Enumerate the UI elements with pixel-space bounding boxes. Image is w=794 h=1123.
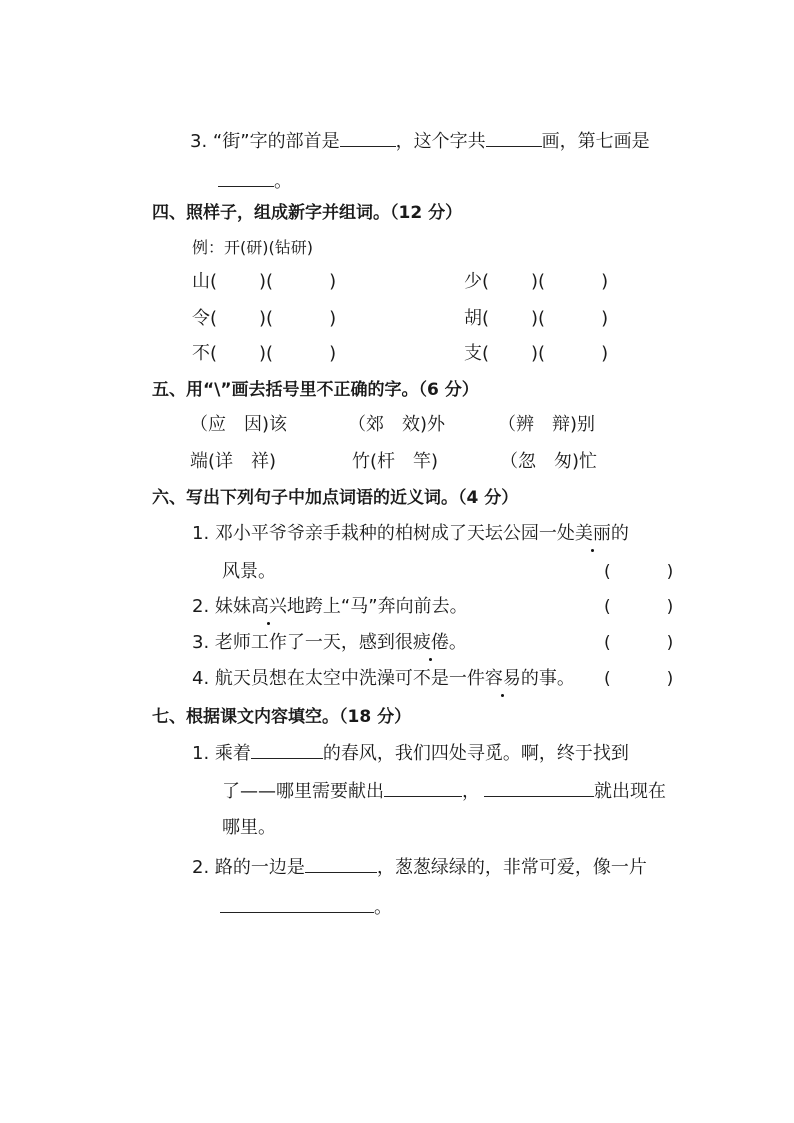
sec5-item-3[interactable]: （辨 辩)别 [498, 414, 596, 435]
section-5-title: 五、用“\”画去括号里不正确的字。（6 分） [152, 380, 479, 400]
sec6-q1-line-2: 风景。 [222, 561, 276, 582]
sec7-q2-line-1: 2. 路的一边是 ，葱葱绿绿的，非常可爱，像一片 [192, 854, 647, 880]
q3-text-2: ，这个字共 [395, 131, 486, 152]
section-4-example: 例：开(研)(钻研) [192, 238, 313, 257]
sec6-q4-number: 4. [192, 668, 210, 689]
q3-blank-seventh-stroke[interactable] [218, 168, 274, 187]
q3-line-1 [190, 128, 650, 154]
sec6-q1-number: 1. [192, 523, 210, 544]
sec7-q2-blank-1[interactable] [305, 854, 377, 873]
sec7-q2-blank-2[interactable] [220, 894, 374, 913]
q3-blank-radical[interactable] [340, 128, 396, 147]
sec4-char: 不 [192, 343, 210, 364]
q3-end: 。 [274, 171, 292, 192]
dotted-word: 疲倦 [412, 632, 449, 653]
dotted-word: 美丽 [574, 523, 611, 544]
sec5-item-6[interactable]: （忽 匆)忙 [500, 451, 598, 472]
dotted-word: 容易 [484, 668, 521, 689]
sec7-q1-line-1: 1. 乘着 的春风，我们四处寻觅。啊，终于找到 [192, 740, 629, 766]
sec7-q1-line-2: 了——哪里需要献出 ， 就出现在 [222, 778, 666, 804]
sec7-q1-blank-2[interactable] [384, 778, 462, 797]
sec4-item-ling: 令( )( ) [192, 308, 337, 329]
q3-number: 3. [190, 131, 208, 152]
sec4-char: 山 [192, 271, 210, 292]
sec6-q1-answer[interactable]: ( ) [604, 562, 674, 582]
sec5-item-4[interactable]: 端(详 祥) [190, 451, 277, 472]
sec6-q3: 3. 老师工作了一天，感到很疲倦。 [192, 632, 467, 653]
q3-text-1: “街”字的部首是 [212, 131, 340, 152]
sec6-q3-number: 3. [192, 632, 210, 653]
q3-blank-strokes[interactable] [486, 128, 542, 147]
q3-text-3: 画，第七画是 [541, 131, 650, 152]
sec4-item-bu: 不( )( ) [192, 343, 337, 364]
sec6-q1-line-1: 1. 邓小平爷爷亲手栽种的柏树成了天坛公园一处美丽的 [192, 523, 629, 544]
sec4-item-shan: 山( )( ) [192, 271, 337, 292]
dotted-word: 高兴 [250, 596, 287, 617]
sec4-item-shao: 少( )( ) [464, 271, 609, 292]
q3-line-2 [218, 168, 292, 194]
sec7-q2-number: 2. [192, 857, 210, 878]
sec4-char: 胡 [464, 308, 482, 329]
sec6-q2-number: 2. [192, 596, 210, 617]
section-6-title: 六、写出下列句子中加点词语的近义词。（4 分） [152, 488, 519, 508]
sec4-char: 少 [464, 271, 482, 292]
sec6-q3-answer[interactable]: ( ) [604, 633, 674, 653]
sec4-char: 支 [464, 343, 482, 364]
sec6-q2: 2. 妹妹高兴地跨上“马”奔向前去。 [192, 596, 468, 617]
sec7-q1-number: 1. [192, 743, 210, 764]
sec7-q1-blank-3[interactable] [484, 778, 594, 797]
section-4-title: 四、照样子，组成新字并组词。（12 分） [152, 203, 463, 223]
sec5-item-1[interactable]: （应 因)该 [190, 414, 288, 435]
sec6-q4-answer[interactable]: ( ) [604, 669, 674, 689]
sec5-item-5[interactable]: 竹(杆 竿) [352, 451, 439, 472]
sec4-item-hu: 胡( )( ) [464, 308, 609, 329]
sec6-q2-answer[interactable]: ( ) [604, 597, 674, 617]
sec5-item-2[interactable]: （郊 效)外 [348, 414, 446, 435]
sec4-item-zhi: 支( )( ) [464, 343, 609, 364]
section-7-title: 七、根据课文内容填空。（18 分） [152, 707, 412, 727]
sec7-q2-line-2: 。 [220, 894, 392, 920]
sec4-char: 令 [192, 308, 210, 329]
sec6-q4: 4. 航天员想在太空中洗澡可不是一件容易的事。 [192, 668, 575, 689]
sec7-q1-blank-1[interactable] [251, 740, 323, 759]
sec7-q1-line-3: 哪里。 [222, 817, 276, 838]
